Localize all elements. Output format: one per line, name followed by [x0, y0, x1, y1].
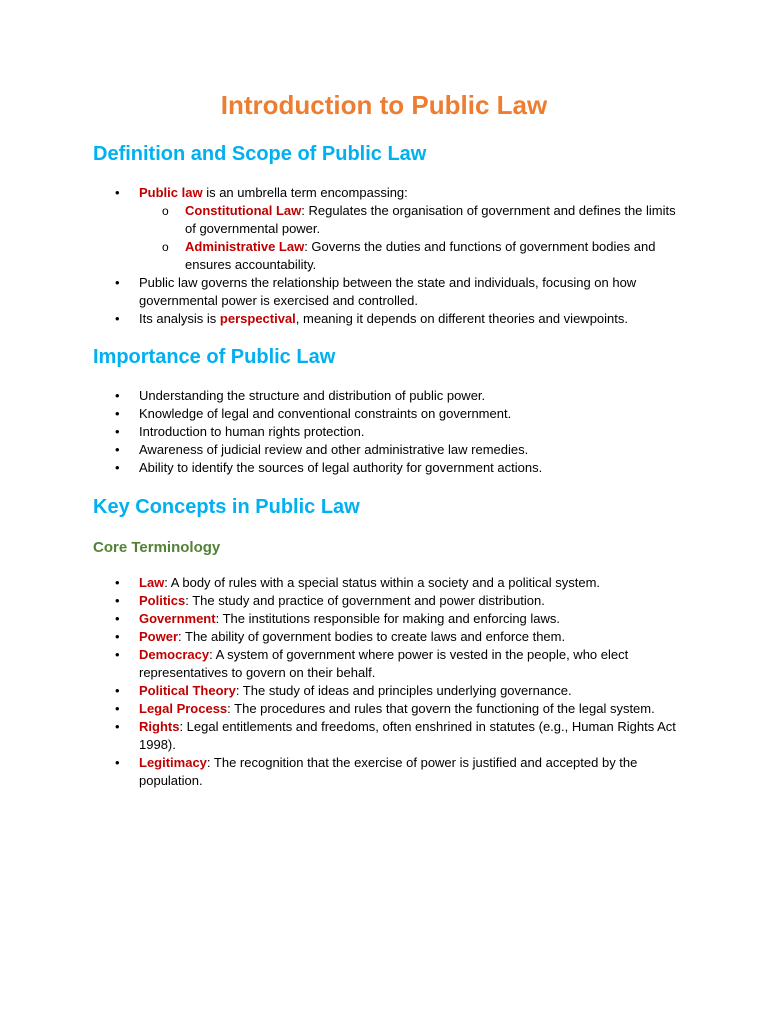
- term-legitimacy: Legitimacy: [139, 755, 207, 770]
- term-text: : The institutions responsible for making and enforcing laws.: [215, 611, 561, 626]
- term-text: : Governs the duties and functions of government bodies and ensures accountability.: [185, 239, 656, 272]
- definition-list: [0, 184, 768, 328]
- term-administrative-law: Administrative Law: [185, 239, 305, 254]
- term-text: : The study of ideas and principles underlying governance.: [235, 683, 572, 698]
- term-text: : The recognition that the exercise of power is justified and accepted by the population.: [139, 755, 638, 788]
- term-text: : The ability of government bodies to create laws and enforce them.: [178, 629, 566, 644]
- term-text: : A system of government where power is vested in the people, who elect representatives to govern on their behalf.: [139, 647, 629, 680]
- list-item: [0, 574, 768, 592]
- list-item: [0, 184, 768, 274]
- list-item: [0, 610, 768, 628]
- list-item: • Introduction to human rights protection.: [0, 423, 768, 441]
- term-rights: Rights: [139, 719, 180, 734]
- list-item: [0, 274, 768, 310]
- term-text: : The procedures and rules that govern the functioning of the legal system.: [227, 701, 655, 716]
- list-item: [0, 628, 768, 646]
- list-item: • Awareness of judicial review and other administrative law remedies.: [0, 441, 768, 459]
- item-text: Its analysis is: [139, 311, 220, 326]
- sub-list-item: [139, 202, 680, 238]
- section-heading-definition: Definition and Scope of Public Law: [93, 143, 427, 165]
- term-democracy: Democracy: [139, 647, 210, 662]
- list-item: • Ability to identify the sources of legal authority for government actions.: [0, 459, 768, 477]
- term-text: is an umbrella term encompassing:: [202, 185, 408, 200]
- term-text: : Regulates the organisation of government and defines the limits of governmental power.: [185, 203, 676, 236]
- term-power: Power: [139, 629, 179, 644]
- item-text: , meaning it depends on different theories and viewpoints.: [295, 311, 628, 326]
- section-heading-key-concepts: Key Concepts in Public Law: [93, 496, 360, 518]
- subheading-core-terminology: Core Terminology: [93, 539, 221, 556]
- term-perspectival: perspectival: [219, 311, 296, 326]
- term-text: : The study and practice of government and power distribution.: [185, 593, 545, 608]
- term-legal-process: Legal Process: [139, 701, 228, 716]
- term-constitutional-law: Constitutional Law: [185, 203, 302, 218]
- term-text: : A body of rules with a special status within a society and a political system.: [164, 575, 601, 590]
- term-government: Government: [139, 611, 216, 626]
- terminology-list: [0, 574, 768, 790]
- sub-list: [139, 202, 680, 274]
- term-law: Law: [139, 575, 165, 590]
- term-politics: Politics: [139, 593, 186, 608]
- term-text: : Legal entitlements and freedoms, often enshrined in statutes (e.g., Human Rights Act 1998).: [139, 719, 676, 752]
- list-item: [0, 682, 768, 700]
- list-item: • Understanding the structure and distribution of public power.: [0, 387, 768, 405]
- list-item: [0, 646, 768, 682]
- list-item: • Knowledge of legal and conventional constraints on government.: [0, 405, 768, 423]
- importance-list: [0, 387, 768, 477]
- list-item: [0, 754, 768, 790]
- list-item: [0, 592, 768, 610]
- list-item: [0, 700, 768, 718]
- list-item: [0, 310, 768, 328]
- term-public-law: Public law: [139, 185, 203, 200]
- section-heading-importance: Importance of Public Law: [93, 346, 336, 368]
- term-political-theory: Political Theory: [139, 683, 236, 698]
- sub-list-item: [139, 238, 680, 274]
- item-text: Public law governs the relationship between the state and individuals, focusing on how governmental power is exercised and controlled.: [139, 275, 637, 308]
- document-title: Introduction to Public Law: [220, 90, 548, 120]
- list-item: [0, 718, 768, 754]
